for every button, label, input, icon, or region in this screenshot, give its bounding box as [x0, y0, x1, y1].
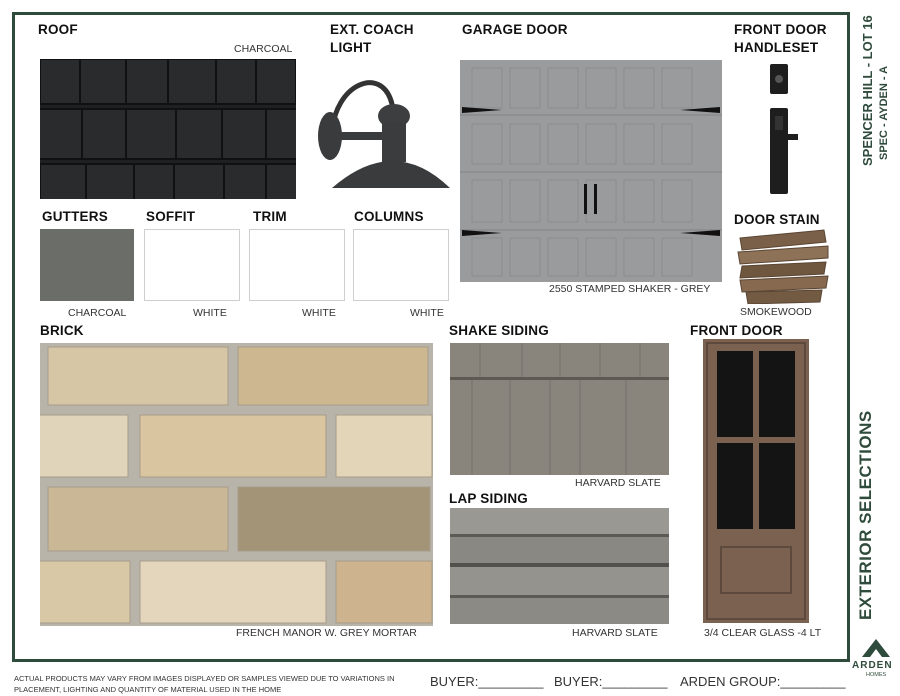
- handleset-image: [760, 64, 800, 198]
- trim-heading: TRIM: [253, 209, 287, 224]
- shake-siding-image: [450, 343, 669, 475]
- soffit-caption: WHITE: [193, 307, 227, 319]
- lap-siding-image: [450, 508, 669, 624]
- roof-heading: ROOF: [38, 22, 78, 37]
- columns-swatch: [353, 229, 449, 301]
- trim-swatch: [249, 229, 345, 301]
- lap-heading: LAP SIDING: [449, 491, 529, 506]
- lap-caption: HARVARD SLATE: [572, 627, 658, 639]
- front-door-heading: FRONT DOOR: [690, 323, 783, 338]
- handleset-heading-1: FRONT DOOR: [734, 22, 827, 37]
- disclaimer-line-1: ACTUAL PRODUCTS MAY VARY FROM IMAGES DISPLAYED OR SAMPLES VIEWED DUE TO VARIATIONS IN: [14, 674, 395, 683]
- columns-caption: WHITE: [410, 307, 444, 319]
- light-heading-1: EXT. COACH: [330, 22, 414, 37]
- brand-name: ARDEN: [852, 660, 893, 671]
- brick-caption: FRENCH MANOR W. GREY MORTAR: [236, 627, 417, 639]
- door-stain-image: [736, 228, 830, 304]
- arden-logo-icon: [860, 638, 892, 658]
- roof-caption: CHARCOAL: [234, 43, 293, 55]
- coach-light-image: [312, 64, 452, 190]
- project-name: SPENCER HILL - LOT 16: [860, 15, 875, 166]
- trim-caption: WHITE: [302, 307, 336, 319]
- disclaimer-line-2: PLACEMENT, LIGHTING AND QUANTITY OF MATERIAL USED IN THE HOME: [14, 685, 282, 694]
- project-spec: SPEC - AYDEN - A: [878, 65, 890, 160]
- buyer-2-signature: BUYER:_________: [554, 674, 668, 689]
- garage-door-image: [460, 60, 722, 282]
- soffit-swatch: [144, 229, 240, 301]
- buyer-1-signature: BUYER:_________: [430, 674, 544, 689]
- shake-heading: SHAKE SIDING: [449, 323, 549, 338]
- columns-heading: COLUMNS: [354, 209, 424, 224]
- brick-heading: BRICK: [40, 323, 84, 338]
- door-stain-caption: SMOKEWOOD: [740, 306, 812, 318]
- garage-caption: 2550 STAMPED SHAKER - GREY: [549, 283, 711, 295]
- light-heading-2: LIGHT: [330, 40, 372, 55]
- brick-image: [40, 343, 433, 626]
- gutters-heading: GUTTERS: [42, 209, 108, 224]
- soffit-heading: SOFFIT: [146, 209, 196, 224]
- handleset-heading-2: HANDLESET: [734, 40, 819, 55]
- brand-sub: HOMES: [866, 672, 887, 678]
- front-door-caption: 3/4 CLEAR GLASS -4 LT: [704, 627, 822, 639]
- door-stain-heading: DOOR STAIN: [734, 212, 820, 227]
- section-title: EXTERIOR SELECTIONS: [856, 410, 875, 620]
- shake-caption: HARVARD SLATE: [575, 477, 661, 489]
- gutters-swatch: [40, 229, 134, 301]
- arden-group-signature: ARDEN GROUP:_________: [680, 674, 846, 689]
- roof-shingle-image: [40, 59, 296, 199]
- gutters-caption: CHARCOAL: [68, 307, 127, 319]
- front-door-image: [703, 339, 809, 623]
- garage-heading: GARAGE DOOR: [462, 22, 568, 37]
